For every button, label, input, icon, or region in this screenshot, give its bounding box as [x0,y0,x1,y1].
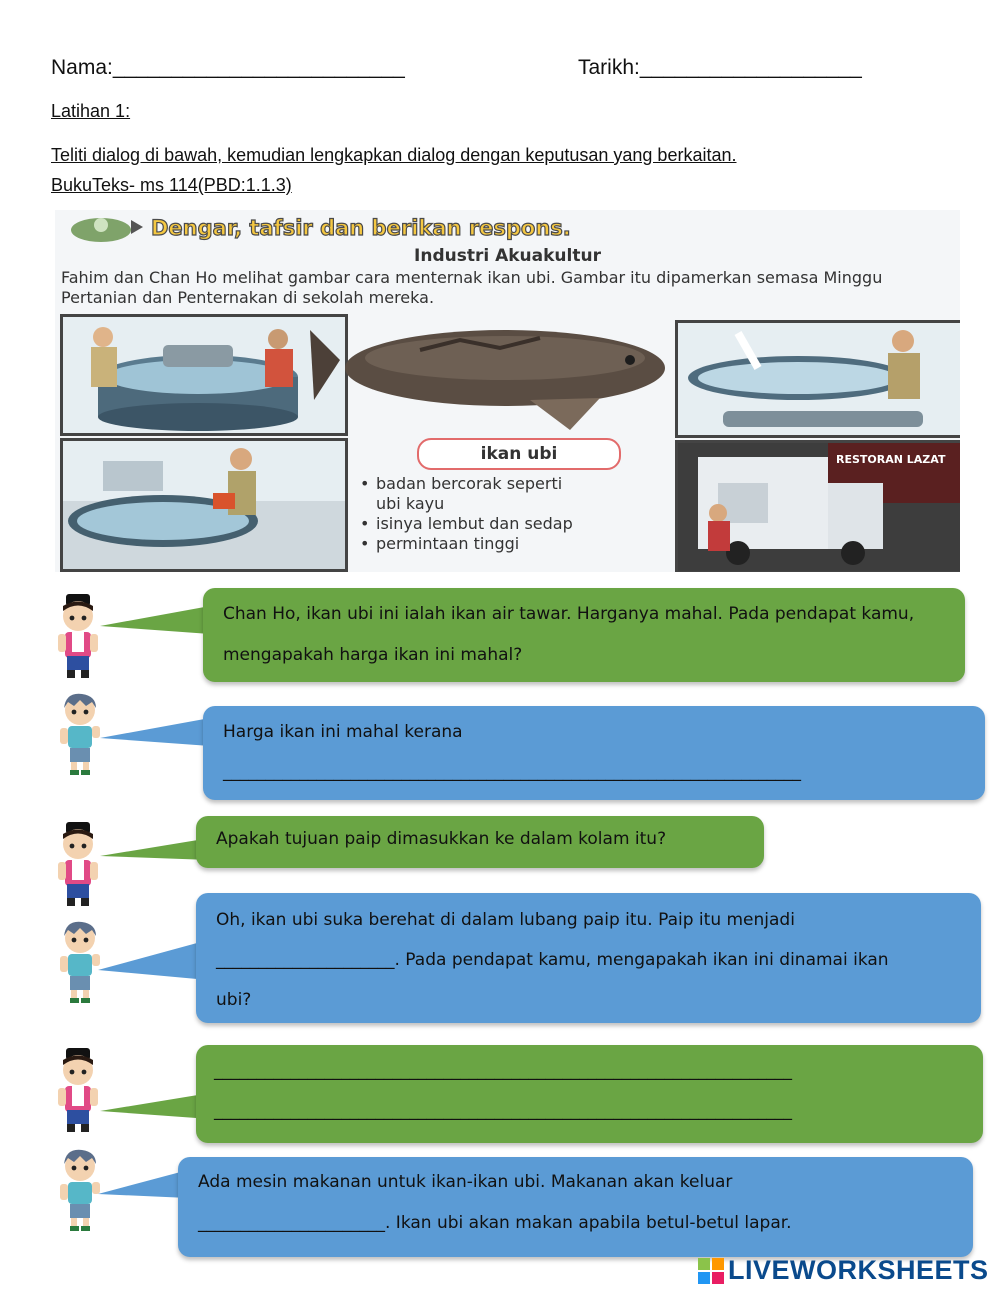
speech-bubble-2 [203,706,985,800]
fish-facts [360,474,680,554]
answer-blank-2[interactable]: ____________________________________________________________________ [214,1061,792,1081]
fact-1: • badan bercorak seperti [360,474,680,494]
panel-delivery-truck [675,440,960,572]
answer-blank-1[interactable]: ____________________________________________________________________ [223,762,801,782]
fact-2: • isinya lembut dan sedap [360,514,680,534]
date-label: Tarikh:___________________ [578,56,862,79]
speech-bubble-1 [203,588,965,682]
fish-illustration [300,310,695,435]
panel-feeding-tank [60,438,348,572]
speech-tail [100,1085,210,1125]
panel-water-fill [675,320,960,438]
truck-sign-text: RESTORAN LAZAT [836,453,946,466]
dialogue-6-line-1: Ada mesin makanan untuk ikan-ikan ubi. Makanan akan keluar [198,1172,733,1192]
figure-intro: Fahim dan Chan Ho melihat gambar cara menternak ikan ubi. Gambar itu dipamerkan semasa Minggu Pertanian dan Penternakan di sekolah mereka. [61,268,883,307]
banner-text: Dengar, tafsir dan berikan respons. [151,216,571,240]
speech-tail [98,930,208,990]
name-blank[interactable]: _________________________ [112,56,405,79]
exercise-instruction: Teliti dialog di bawah, kemudian lengkapkan dialog dengan keputusan yang berkaitan. [51,145,737,165]
exercise-reference: BukuTeks- ms 114(PBD:1.1.3) [51,175,292,195]
speech-bubble-6 [178,1157,973,1257]
speech-bubble-3 [196,816,764,868]
banner-graphic [63,212,663,242]
dialogue-1-line-1: Chan Ho, ikan ubi ini ialah ikan air tawar. Harganya mahal. Pada pendapat kamu, [223,604,915,624]
name-label: Nama:_________________________ [51,56,405,79]
dialogue-4-line-2[interactable]: _____________________. Pada pendapat kamu, mengapakah ikan ini dinamai ikan [216,950,889,970]
dialogue-3-line-1: Apakah tujuan paip dimasukkan ke dalam kolam itu? [216,829,667,849]
speech-bubble-4 [196,893,981,1023]
dialogue-4-line-1: Oh, ikan ubi suka berehat di dalam lubang paip itu. Paip itu menjadi [216,910,795,930]
fahim-avatar [50,594,106,680]
speech-tail [98,1164,188,1204]
fahim-avatar [50,822,106,908]
dialogue-2-line-1: Harga ikan ini mahal kerana [223,722,463,742]
speech-tail [100,830,210,870]
date-blank[interactable]: ___________________ [639,56,862,79]
exercise-title: Latihan 1: [51,101,131,121]
dialogue-1-line-2: mengapakah harga ikan ini mahal? [223,645,523,665]
liveworksheets-wordmark: LIVEWORKSHEETS [728,1255,989,1285]
speech-tail [100,600,210,640]
fact-3: • permintaan tinggi [360,534,680,554]
figure-title: Industri Akuakultur [414,246,601,266]
speech-bubble-5 [196,1045,983,1143]
answer-blank-3[interactable]: ____________________________________________________________________ [214,1101,792,1121]
liveworksheets-logo [698,1255,998,1287]
fact-1-cont: ubi kayu [376,494,445,513]
dialogue-4-line-3: ubi? [216,990,252,1010]
fahim-avatar [50,1048,106,1134]
speech-tail [100,712,210,752]
dialogue-6-line-2[interactable]: ______________________. Ikan ubi akan makan apabila betul-betul lapar. [198,1213,792,1233]
liveworksheets-icon [698,1258,724,1284]
textbook-figure [55,210,960,572]
fish-name-label: ikan ubi [417,438,621,470]
